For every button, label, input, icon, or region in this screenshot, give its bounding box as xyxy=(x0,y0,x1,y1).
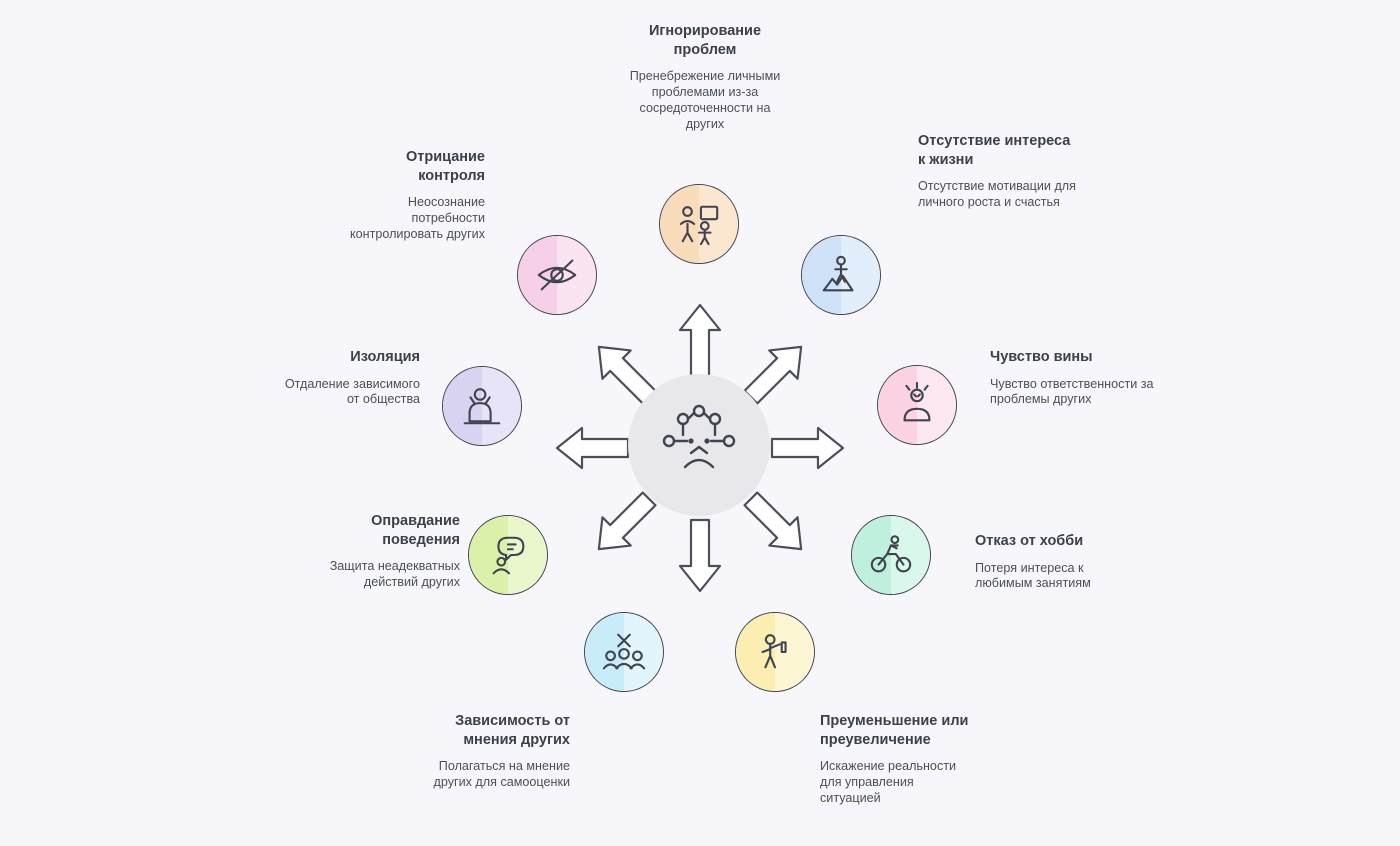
node-desc: Полагаться на мнение других для самооценки xyxy=(433,759,570,789)
node-desc: Пренебрежение личными проблемами из-за сосредоточенности на других xyxy=(629,69,781,131)
label-giving-up-hobbies xyxy=(975,532,1135,592)
node-title: Изоляция xyxy=(350,349,420,365)
guilty-person-icon xyxy=(894,382,940,428)
group-conflict-icon xyxy=(601,629,647,675)
label-denial-of-control xyxy=(340,148,485,243)
node-title: Преуменьшение или преувеличение xyxy=(820,713,969,748)
label-guilt xyxy=(990,348,1155,408)
cyclist-icon xyxy=(868,532,914,578)
node-title: Игнорирование проблем xyxy=(648,23,762,58)
node-desc: Потеря интереса к любимым занятиям xyxy=(975,560,1091,591)
label-dependence-on-others-opinion xyxy=(425,712,570,791)
node-desc: Отдаление зависимого от общества xyxy=(284,376,420,407)
node-ignoring-problems[interactable] xyxy=(659,184,739,264)
sad-face-network-icon xyxy=(651,397,747,493)
node-desc: Неосознание потребности контролировать других xyxy=(349,195,485,241)
node-title: Зависимость от мнения других xyxy=(455,713,570,748)
label-lack-of-interest-in-life xyxy=(918,132,1078,211)
label-ignoring-problems xyxy=(625,22,785,133)
people-presentation-icon xyxy=(676,201,722,247)
isolated-person-icon xyxy=(459,383,505,429)
node-guilt[interactable] xyxy=(877,365,957,445)
person-on-mountain-icon xyxy=(818,252,864,298)
node-desc: Чувство ответственности за проблемы других xyxy=(990,376,1154,407)
node-desc: Отсутствие мотивации для личного роста и счастья xyxy=(918,179,1076,209)
label-justifying-behavior xyxy=(310,512,460,591)
label-isolation xyxy=(275,348,420,408)
node-isolation[interactable] xyxy=(442,366,522,446)
node-dependence-on-others-opinion[interactable] xyxy=(584,612,664,692)
speaking-person-icon xyxy=(485,532,531,578)
node-desc: Защита неадекватных действий других xyxy=(329,559,460,589)
crossed-eye-icon xyxy=(534,252,580,298)
node-title: Оправдание поведения xyxy=(371,513,460,548)
label-minimizing-or-exaggerating xyxy=(820,712,975,807)
node-title: Отсутствие интереса к жизни xyxy=(918,133,1071,168)
central-hub xyxy=(628,374,770,516)
node-minimizing-or-exaggerating[interactable] xyxy=(735,612,815,692)
node-justifying-behavior[interactable] xyxy=(468,515,548,595)
node-title: Отрицание контроля xyxy=(405,149,485,184)
node-title: Отказ от хобби xyxy=(975,533,1084,549)
node-giving-up-hobbies[interactable] xyxy=(851,515,931,595)
node-denial-of-control[interactable] xyxy=(517,235,597,315)
node-lack-of-interest-in-life[interactable] xyxy=(801,235,881,315)
node-title: Чувство вины xyxy=(990,349,1093,365)
node-desc: Искажение реальности для управления ситуацией xyxy=(820,759,957,805)
person-measuring-icon xyxy=(752,629,798,675)
